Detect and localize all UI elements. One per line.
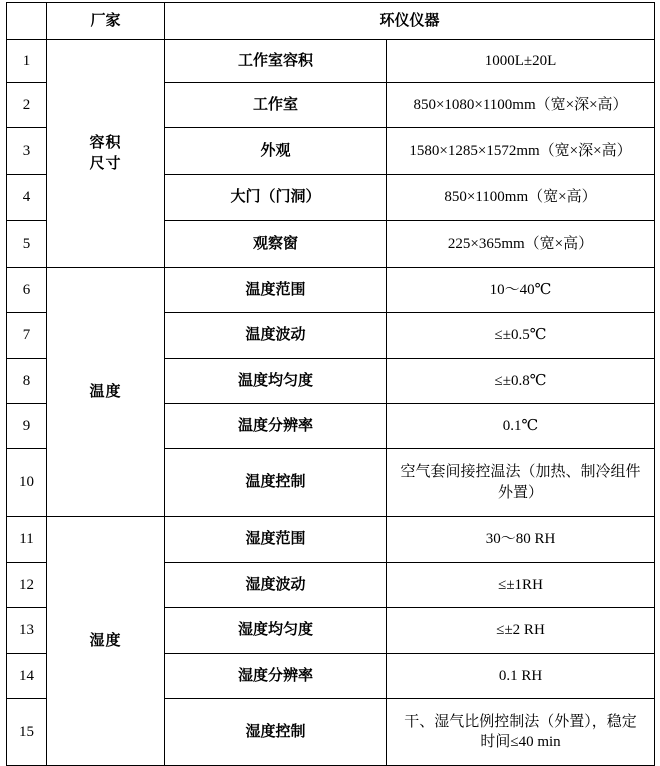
row-index: 7: [7, 313, 47, 359]
header-index-cell: [7, 3, 47, 40]
row-value: 0.1 RH: [387, 654, 655, 699]
row-index: 9: [7, 404, 47, 449]
row-value: ≤±2 RH: [387, 608, 655, 654]
table-header-row: [7, 3, 655, 40]
row-value: [387, 699, 655, 766]
row-index: 1: [7, 40, 47, 83]
row-index: 14: [7, 654, 47, 699]
row-item: 湿度控制: [165, 699, 387, 766]
row-index: 13: [7, 608, 47, 654]
row-item: 湿度分辨率: [165, 654, 387, 699]
row-value: [387, 449, 655, 517]
row-index: 15: [7, 699, 47, 766]
row-index: 6: [7, 268, 47, 313]
row-index: 5: [7, 221, 47, 268]
group-label-humidity-text: 湿度: [89, 632, 122, 649]
table-row: [7, 517, 655, 563]
row-value-line2: 外置）: [498, 484, 544, 501]
group-label-humidity: [47, 517, 165, 766]
row-value: 0.1℃: [387, 404, 655, 449]
row-value: 1000L±20L: [387, 40, 655, 83]
row-item: 大门（门洞）: [165, 175, 387, 221]
header-manufacturer-label: 厂家: [47, 3, 165, 40]
row-item: 工作室: [165, 83, 387, 128]
row-value: 225×365mm（宽×高）: [387, 221, 655, 268]
row-index: 3: [7, 128, 47, 175]
row-value: ≤±0.8℃: [387, 359, 655, 404]
row-value-line1: 空气套间接控温法（加热、制冷组件: [400, 464, 641, 481]
row-value-line2: 时间≤40 min: [480, 734, 561, 750]
group-label-dimension: [47, 40, 165, 268]
row-value: 850×1100mm（宽×高）: [387, 175, 655, 221]
specification-table: [6, 2, 655, 766]
row-value-line1: 干、湿气比例控制法（外置），稳定: [404, 713, 637, 730]
row-index: 2: [7, 83, 47, 128]
row-value: 30～80 RH: [387, 517, 655, 563]
row-index: 11: [7, 517, 47, 563]
document-page: [0, 2, 660, 750]
row-item: 温度控制: [165, 449, 387, 517]
row-item: 工作室容积: [165, 40, 387, 83]
table-row: [7, 268, 655, 313]
row-item: 外观: [165, 128, 387, 175]
header-manufacturer-value: 环仪仪器: [165, 3, 655, 40]
row-item: 湿度范围: [165, 517, 387, 563]
row-index: 4: [7, 175, 47, 221]
table-row: [7, 40, 655, 83]
group-label-temperature: [47, 268, 165, 517]
row-value: 10～40℃: [387, 268, 655, 313]
row-item: 观察窗: [165, 221, 387, 268]
row-value: 1580×1285×1572mm（宽×深×高）: [387, 128, 655, 175]
row-item: 湿度波动: [165, 563, 387, 608]
row-item: 温度波动: [165, 313, 387, 359]
group-label-dimension-text: 容积尺寸: [89, 135, 122, 172]
row-item: 湿度均匀度: [165, 608, 387, 654]
row-index: 12: [7, 563, 47, 608]
row-item: 温度均匀度: [165, 359, 387, 404]
row-index: 10: [7, 449, 47, 517]
row-value: 850×1080×1100mm（宽×深×高）: [387, 83, 655, 128]
row-value: ≤±0.5℃: [387, 313, 655, 359]
group-label-temperature-text: 温度: [89, 383, 122, 400]
row-item: 温度分辨率: [165, 404, 387, 449]
row-index: 8: [7, 359, 47, 404]
row-value: ≤±1RH: [387, 563, 655, 608]
row-item: 温度范围: [165, 268, 387, 313]
